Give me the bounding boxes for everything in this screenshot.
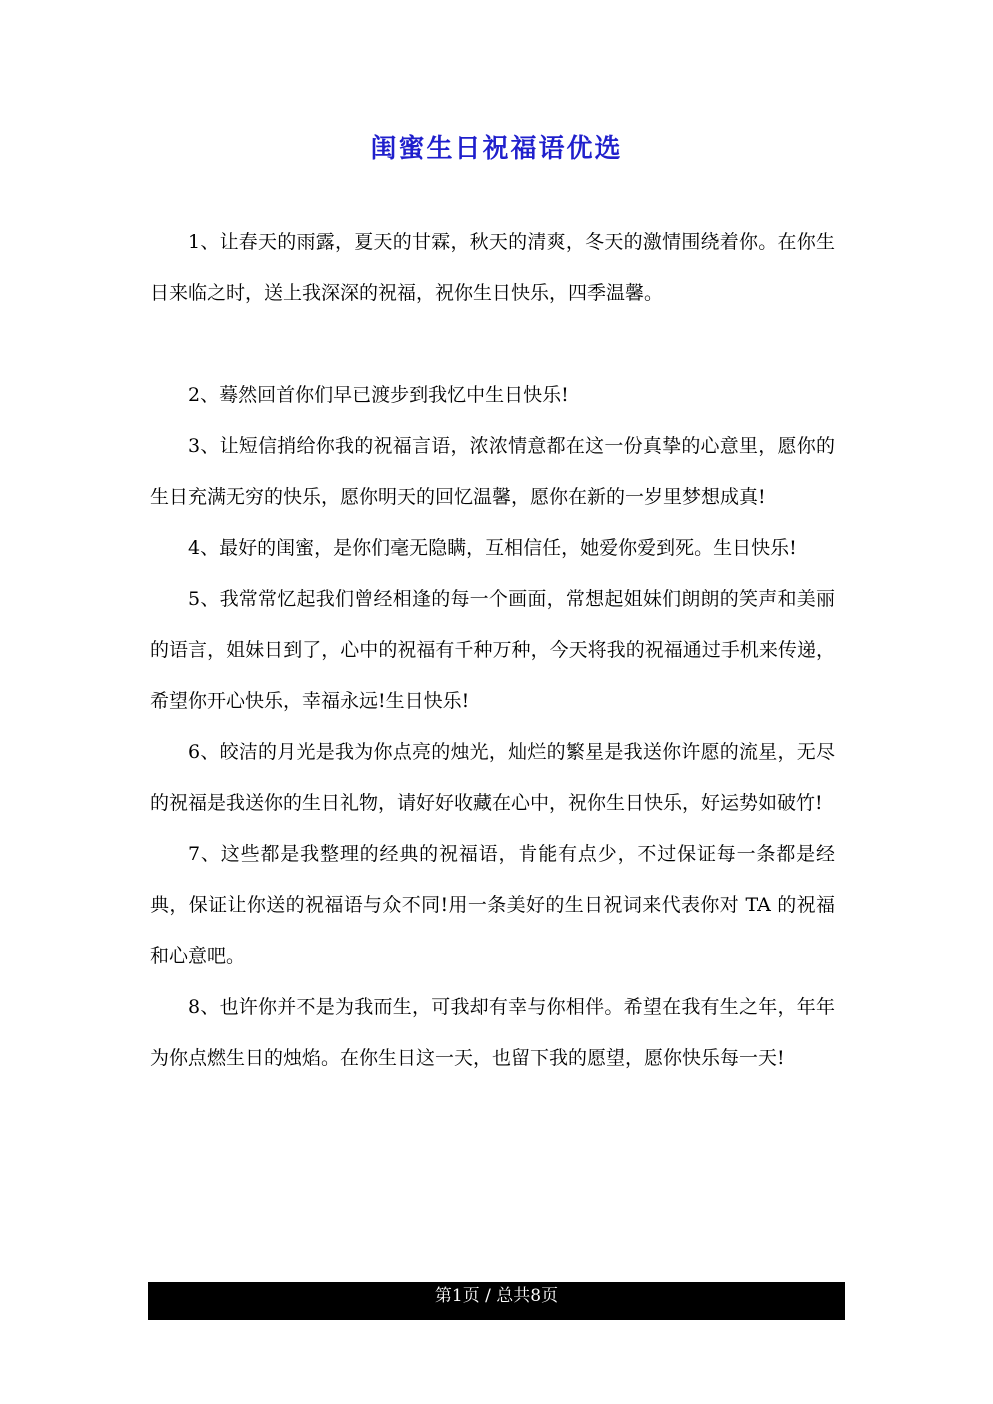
paragraph-4: 4、最好的闺蜜，是你们毫无隐瞒，互相信任，她爱你爱到死。生日快乐! xyxy=(188,537,797,559)
paragraph-6: 6、皎洁的月光是我为你点亮的烛光，灿烂的繁星是我送你许愿的流星，无尽的祝福是我送你的生日礼物，请好好收藏在心中，祝你生日快乐，好运势如破竹! xyxy=(150,741,835,814)
paragraph-3: 3、让短信捎给你我的祝福言语，浓浓情意都在这一份真挚的心意里，愿你的生日充满无穷的快乐，愿你明天的回忆温馨，愿你在新的一岁里梦想成真! xyxy=(150,435,835,508)
page-indicator: 第1页 / 总共8页 xyxy=(434,1286,559,1306)
paragraph-7: 7、这些都是我整理的经典的祝福语，肯能有点少，不过保证每一条都是经典，保证让你送的祝福语与众不同!用一条美好的生日祝词来代表你对 TA 的祝福和心意吧。 xyxy=(150,843,835,967)
paragraph-2: 2、蓦然回首你们早已渡步到我忆中生日快乐! xyxy=(188,384,569,406)
paragraph-1: 1、让春天的雨露，夏天的甘霖，秋天的清爽，冬天的激情围绕着你。在你生日来临之时，送上我深深的祝福，祝你生日快乐，四季温馨。 xyxy=(150,231,835,304)
paragraph-8: 8、也许你并不是为我而生，可我却有幸与你相伴。希望在我有生之年，年年为你点燃生日的烛焰。在你生日这一天，也留下我的愿望，愿你快乐每一天! xyxy=(150,996,835,1069)
page-title: 闺蜜生日祝福语优选 xyxy=(370,134,623,164)
page-footer-bar xyxy=(148,1282,845,1320)
paragraph-5: 5、我常常忆起我们曾经相逢的每一个画面，常想起姐妹们朗朗的笑声和美丽的语言，姐妹日到了，心中的祝福有千种万种，今天将我的祝福通过手机来传递，希望你开心快乐，幸福永远!生日快乐! xyxy=(150,588,835,712)
document-body xyxy=(150,217,835,1084)
